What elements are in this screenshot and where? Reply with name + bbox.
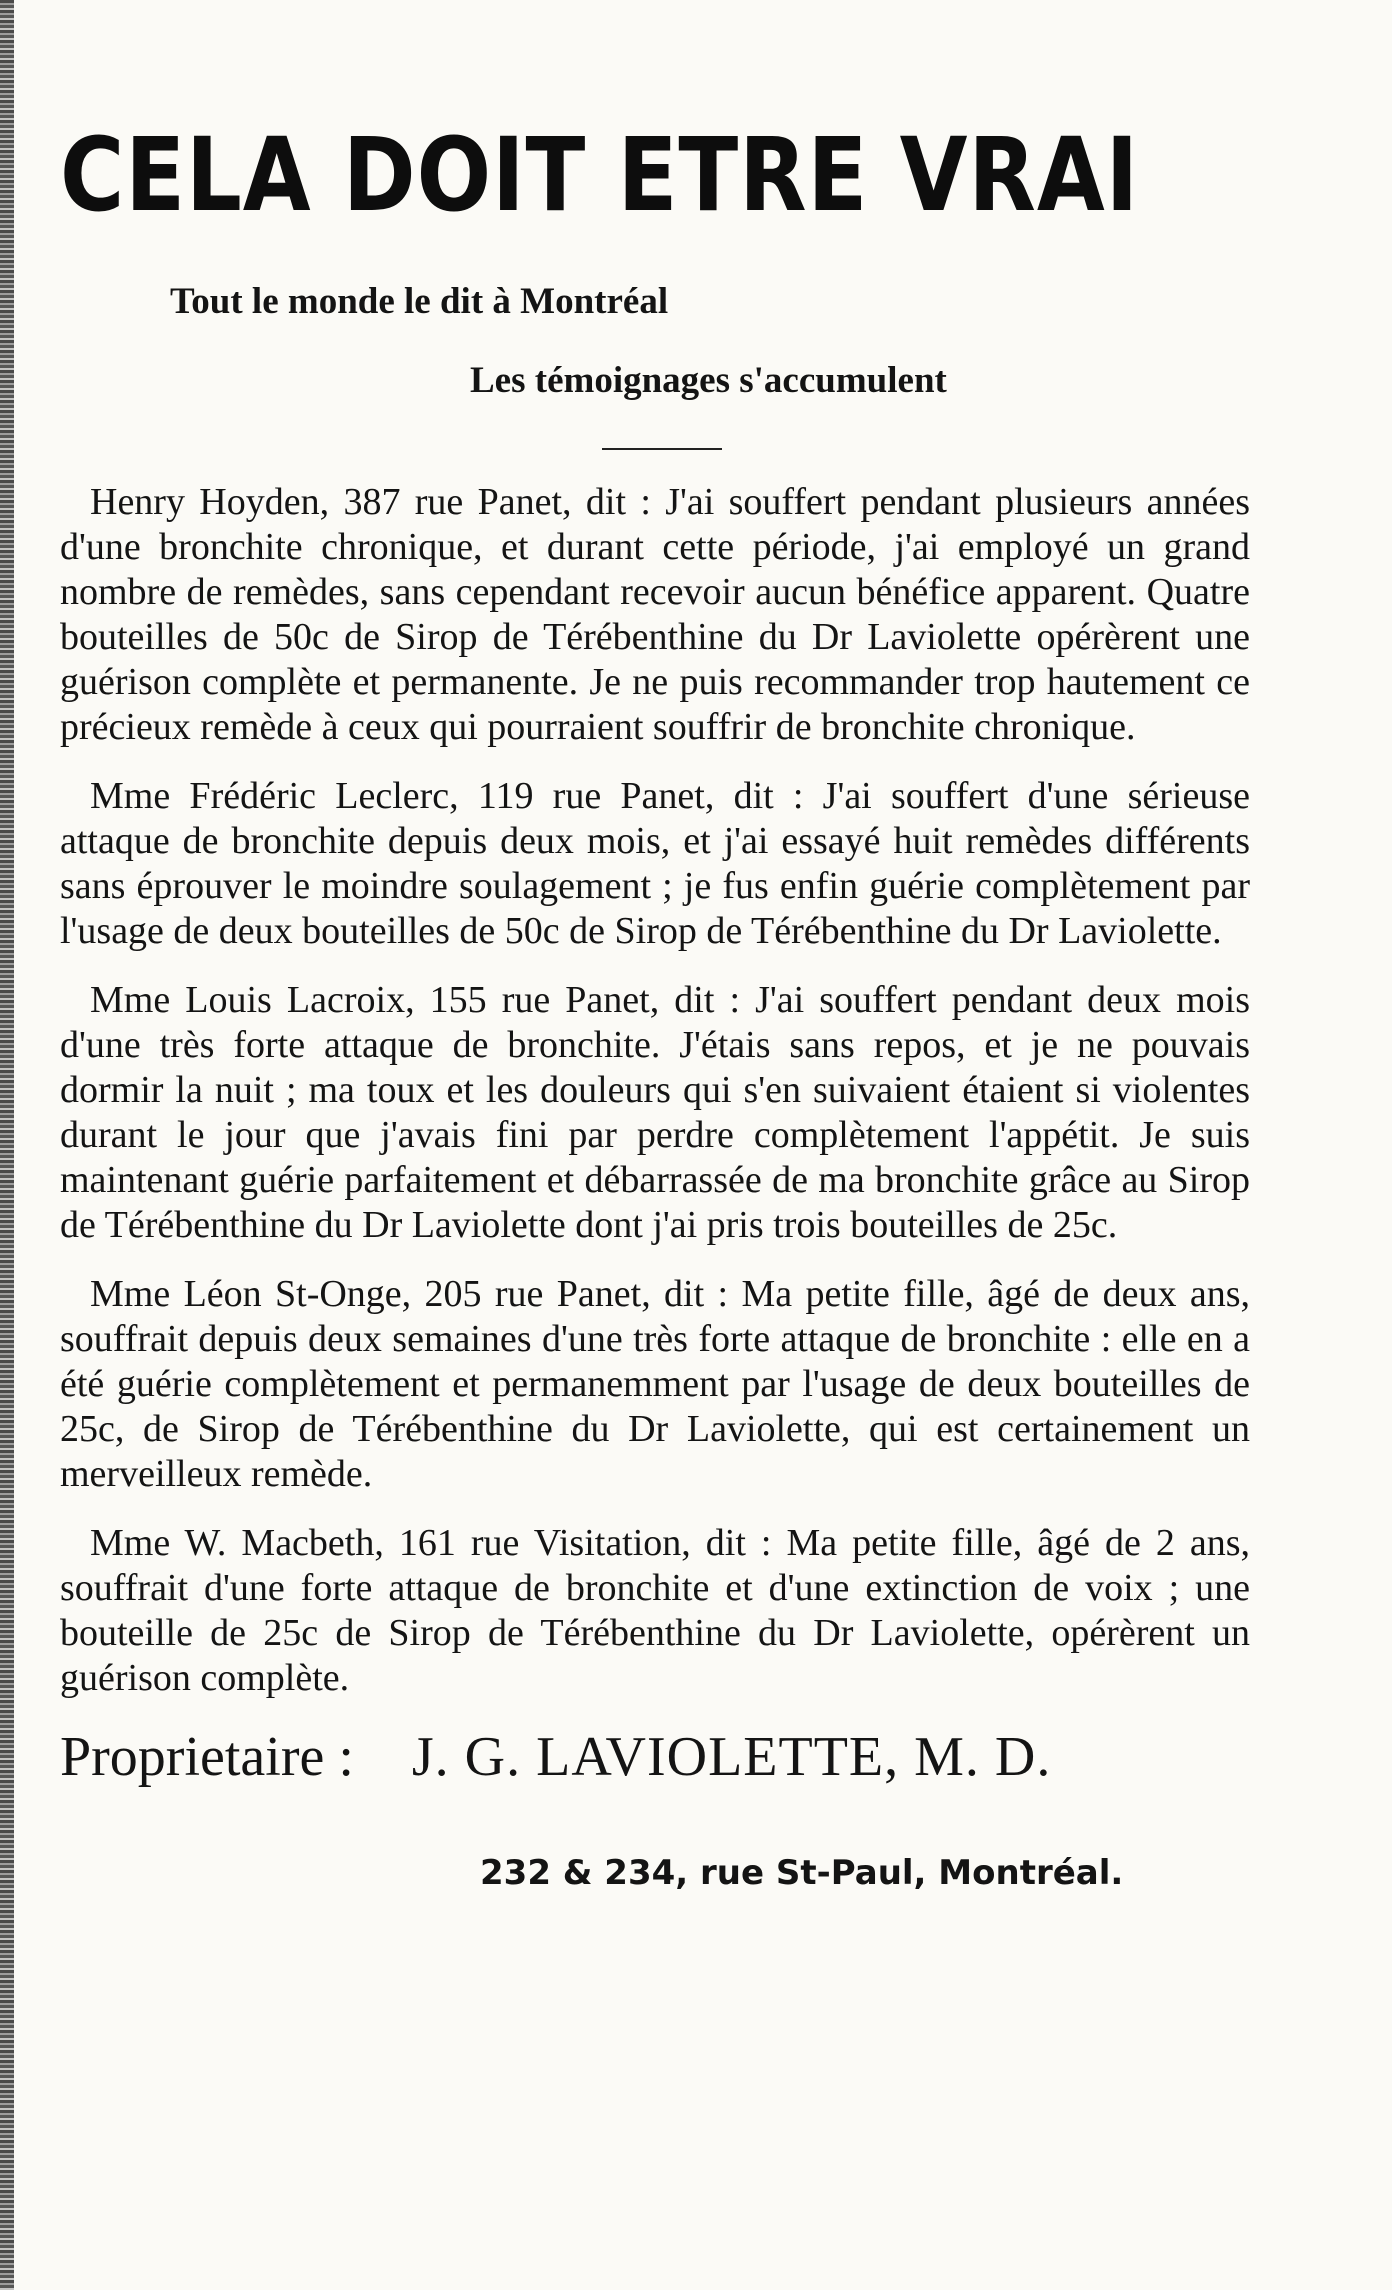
- testimonial-hoyden: Henry Hoyden, 387 rue Panet, dit : J'ai souffert pendant plusieurs années d'une bronchite chronique, et durant cette période, j'ai employé un grand nombre de remèdes, sans cependant recevoir aucun bénéfice apparent. Quatre bouteilles de 50c de Sirop de Térébenthine du Dr Laviolette opérèrent une guérison complète et permanente. Je ne puis recommander trop hautement ce précieux remède à ceux qui pourraient souffrir de bronchite chronique.: [60, 481, 1250, 749]
- testimonial-lacroix: Mme Louis Lacroix, 155 rue Panet, dit : J'ai souffert pendant deux mois d'une très forte attaque de bronchite. J'étais sans repos, et je ne pouvais dormir la nuit ; ma toux et les douleurs qui s'en suivaient étaient si violentes durant le jour que j'avais fini par perdre complètement l'appétit. Je suis maintenant guérie parfaitement et débarrassée de ma bronchite grâce au Sirop de Térébenthine du Dr Laviolette dont j'ai pris trois bouteilles de 25c.: [60, 979, 1250, 1247]
- subheading-montreal: Tout le monde le dit à Montréal: [170, 281, 669, 323]
- testimonial-macbeth: Mme W. Macbeth, 161 rue Visitation, dit : Ma petite fille, âgé de 2 ans, souffrait d'une forte attaque de bronchite et d'une extinction de voix ; une bouteille de 25c de Sirop de Térébenthine du Dr Laviolette, opérèrent un guérison complète.: [60, 1522, 1250, 1700]
- advertisement-page: [60, 116, 1250, 1894]
- proprietor-address: 232 & 234, rue St-Paul, Montréal.: [480, 1853, 1124, 1894]
- headline: CELA DOIT ETRE VRAI: [60, 116, 1140, 235]
- testimonial-leclerc: Mme Frédéric Leclerc, 119 rue Panet, dit : J'ai souffert d'une sérieuse attaque de bronchite depuis deux mois, et j'ai essayé huit remèdes différents sans éprouver le moindre soulagement ; je fus enfin guérie complètement par l'usage de deux bouteilles de 50c de Sirop de Térébenthine du Dr Laviolette.: [60, 775, 1250, 953]
- testimonial-st-onge: Mme Léon St-Onge, 205 rue Panet, dit : Ma petite fille, âgé de deux ans, souffrait depuis deux semaines d'une très forte attaque de bronchite : elle en a été guérie complètement et permanemment par l'usage de deux bouteilles de 25c, de Sirop de Térébenthine du Dr Laviolette, qui est certainement un merveilleux remède.: [60, 1273, 1250, 1496]
- proprietor-name: J. G. LAVIOLETTE, M. D.: [411, 1726, 1052, 1789]
- divider-rule: [602, 448, 722, 450]
- testimonials-list: [60, 480, 1250, 1701]
- proprietor-label: Proprietaire :: [60, 1726, 354, 1789]
- subheading-testimonials: Les témoignages s'accumulent: [470, 360, 947, 402]
- scanned-page-edge: [0, 0, 14, 2290]
- proprietor-line: [60, 1725, 1250, 1789]
